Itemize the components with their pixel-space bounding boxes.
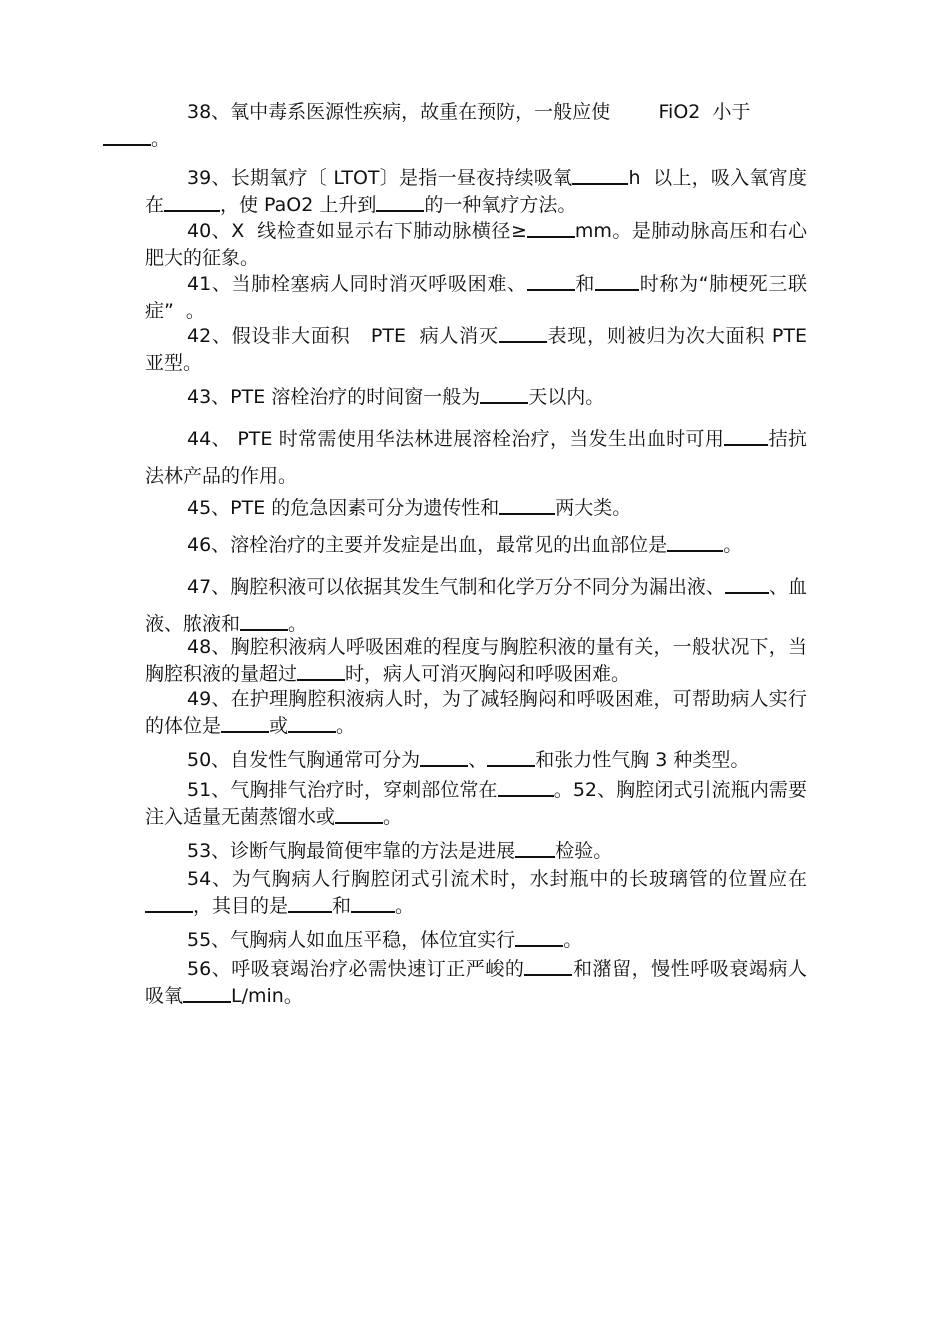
answer-blank bbox=[667, 532, 723, 552]
answer-blank bbox=[498, 777, 554, 797]
question-51-52: 51、气胸排气治疗时，穿刺部位常在 。52、胸腔闭式引流瓶内需要注入适量无菌蒸馏水或 。 bbox=[145, 779, 807, 828]
answer-blank bbox=[145, 893, 193, 913]
answer-blank bbox=[376, 192, 424, 212]
answer-blank bbox=[297, 661, 345, 681]
question-46: 46、溶栓治疗的主要并发症是出血，最常见的出血部位是 。 bbox=[187, 534, 743, 556]
answer-blank bbox=[572, 165, 628, 185]
answer-blank bbox=[288, 893, 332, 913]
answer-blank bbox=[103, 126, 151, 146]
question-38-text: 38、氧中毒系医源性疾病，故重在预防，一般应使 FiO2 小于 bbox=[187, 101, 751, 123]
answer-blank bbox=[527, 218, 575, 238]
question-44: 44、 PTE 时常需使用华法林进展溶栓治疗，当发生出血时可用 拮抗法林产品的作用。 bbox=[145, 428, 807, 487]
answer-blank bbox=[725, 574, 769, 594]
answer-blank bbox=[164, 192, 220, 212]
question-50: 50、自发性气胸通常可分为 、 和张力性气胸 3 种类型。 bbox=[187, 749, 750, 771]
question-39: 39、长期氧疗〔 LTOT〕是指一昼夜持续吸氧 h 以上，吸入氧宵度在 ，使 PaO2 上升到 的一种氧疗方法。 bbox=[145, 167, 808, 216]
answer-blank bbox=[221, 713, 269, 733]
question-56: 56、呼吸衰竭治疗必需快速订正严峻的 和潴留，慢性呼吸衰竭病人吸氧 L/min。 bbox=[145, 958, 807, 1007]
question-54: 54、为气胸病人行胸腔闭式引流术时，水封瓶中的长玻璃管的位置应在，其目的是 和 。 bbox=[145, 866, 807, 920]
question-40: 40、X 线检查如显示右下肺动脉横径≥ mm。是肺动脉高压和右心肥大的征象。 bbox=[145, 220, 807, 269]
question-41: 41、当肺栓塞病人同时消灭呼吸困难、 和 时称为“肺梗死三联症” 。 bbox=[145, 273, 807, 322]
answer-blank bbox=[515, 927, 563, 947]
answer-blank bbox=[499, 323, 547, 343]
answer-blank bbox=[595, 271, 639, 291]
answer-blank bbox=[240, 611, 288, 631]
answer-blank bbox=[724, 426, 768, 446]
question-53: 53、诊断气胸最简便牢靠的方法是进展 检验。 bbox=[187, 840, 613, 862]
question-48: 48、胸腔积液病人呼吸困难的程度与胸腔积液的量有关，一般状况下，当胸腔积液的量超过 时，病人可消灭胸闷和呼吸困难。 bbox=[145, 636, 807, 685]
answer-blank bbox=[515, 838, 555, 858]
answer-blank bbox=[527, 271, 575, 291]
answer-blank bbox=[335, 804, 383, 824]
answer-blank bbox=[420, 747, 468, 767]
question-49: 49、在护理胸腔积液病人时，为了减轻胸闷和呼吸困难，可帮助病人实行的体位是 或 。 bbox=[145, 688, 807, 737]
answer-blank bbox=[351, 893, 395, 913]
answer-blank bbox=[183, 983, 231, 1003]
question-45: 45、PTE 的危急因素可分为遗传性和 两大类。 bbox=[187, 497, 632, 519]
question-42: 42、假设非大面积 PTE 病人消灭 表现，则被归为次大面积 PTE 亚型。 bbox=[145, 325, 814, 374]
question-38-end: 。 bbox=[151, 128, 171, 150]
question-38 bbox=[145, 99, 815, 153]
answer-blank bbox=[288, 713, 336, 733]
question-47: 47、胸腔积液可以依据其发生气制和化学万分不同分为漏出液、 、血液、脓液和 。 bbox=[145, 576, 807, 635]
answer-blank bbox=[499, 495, 555, 515]
answer-blank bbox=[480, 384, 528, 404]
answer-blank bbox=[524, 956, 572, 976]
question-55: 55、气胸病人如血压平稳，体位宜实行 。 bbox=[187, 929, 583, 951]
answer-blank bbox=[487, 747, 535, 767]
question-43: 43、PTE 溶栓治疗的时间窗一般为 天以内。 bbox=[187, 386, 605, 408]
